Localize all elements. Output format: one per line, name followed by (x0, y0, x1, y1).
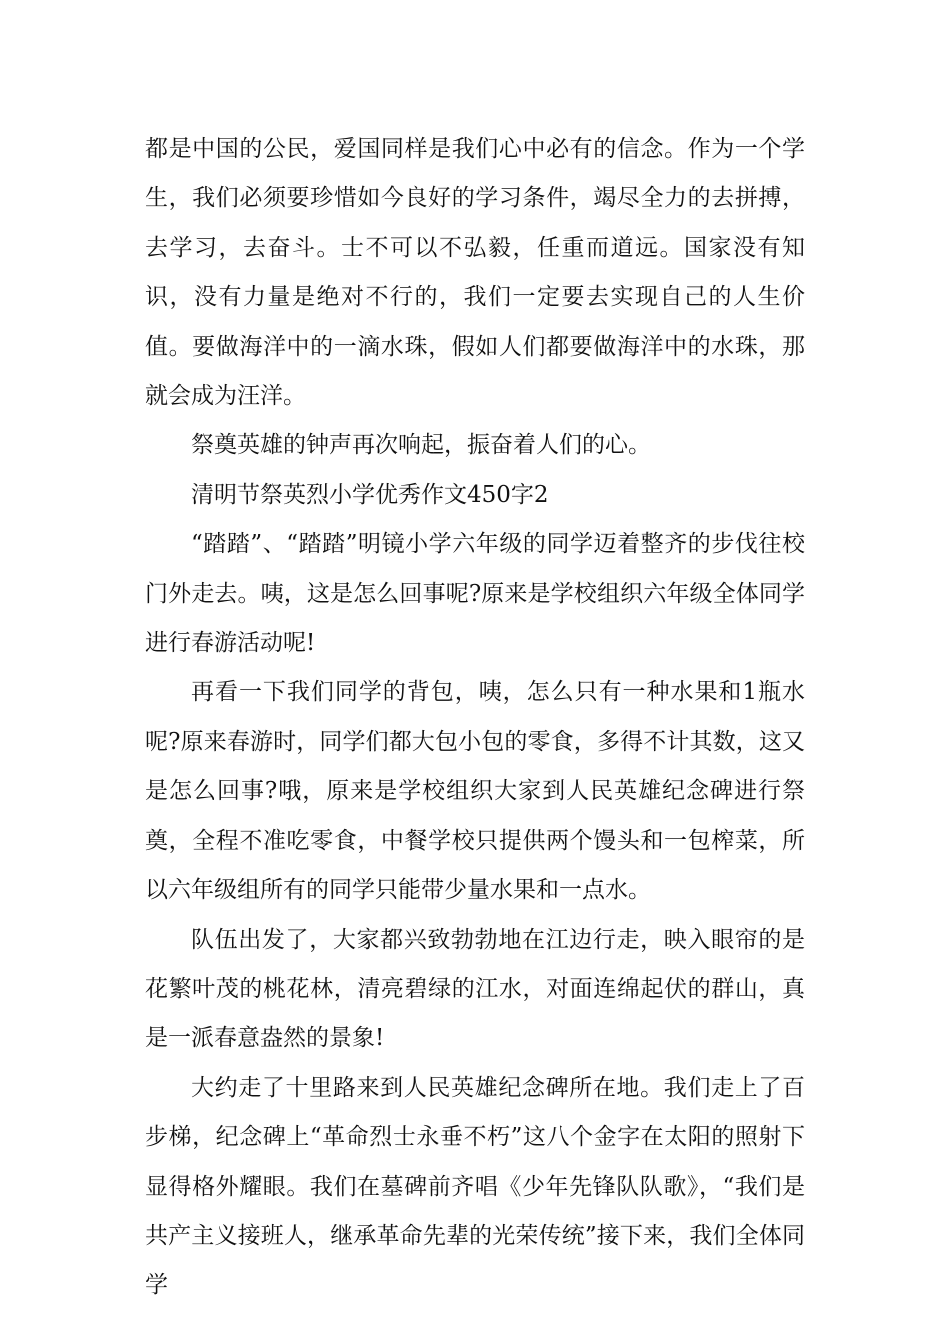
paragraph-footsteps: “踏踏”、“踏踏”明镜小学六年级的同学迈着整齐的步伐往校门外走去。咦，这是怎么回事呢?原来是学校组织六年级全体同学进行春游活动呢! (145, 531, 805, 657)
paragraph-monument: 大约走了十里路来到人民英雄纪念碑所在地。我们走上了百步梯，纪念碑上“革命烈士永垂不朽”这八个金字在太阳的照射下显得格外耀眼。我们在墓碑前齐唱《少年先锋队队歌》，“我们是共产主义接班人，继承革命先辈的光荣传统”接下来，我们全体同学 (145, 1074, 805, 1299)
document-body (145, 125, 805, 1311)
paragraph-departure: 队伍出发了，大家都兴致勃勃地在江边行走，映入眼帘的是花繁叶茂的桃花林，清亮碧绿的江水，对面连绵起伏的群山，真是一派春意盎然的景象! (145, 926, 805, 1052)
paragraph-bell: 祭奠英雄的钟声再次响起，振奋着人们的心。 (191, 432, 651, 459)
section-heading: 清明节祭英烈小学优秀作文450字2 (191, 481, 549, 508)
paragraph-continuation: 都是中国的公民，爱国同样是我们心中必有的信念。作为一个学生，我们必须要珍惜如今良好的学习条件，竭尽全力的去拼搏，去学习，去奋斗。士不可以不弘毅，任重而道远。国家没有知识，没有力量是绝对不行的，我们一定要去实现自己的人生价值。要做海洋中的一滴水珠，假如人们都要做海洋中的水珠，那就会成为汪洋。 (145, 136, 805, 410)
paragraph-backpack: 再看一下我们同学的背包，咦，怎么只有一种水果和1瓶水呢?原来春游时，同学们都大包小包的零食，多得不计其数，这又是怎么回事?哦，原来是学校组织大家到人民英雄纪念碑进行祭奠，全程不准吃零食，中餐学校只提供两个馒头和一包榨菜，所以六年级组所有的同学只能带少量水果和一点水。 (145, 679, 805, 904)
